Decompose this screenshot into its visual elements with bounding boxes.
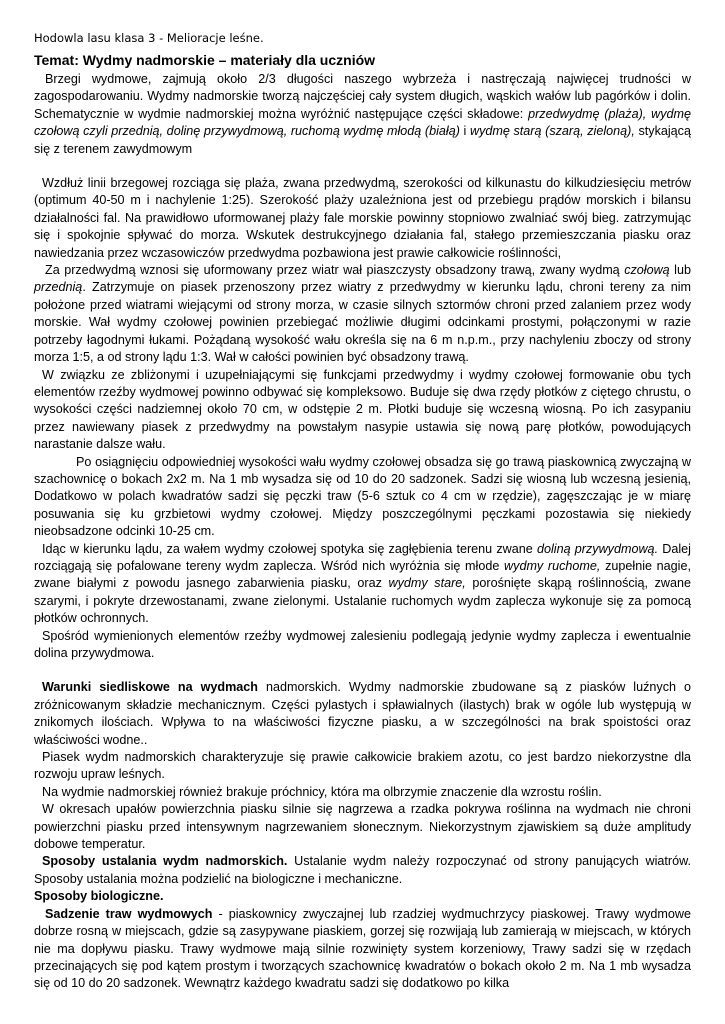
spacer <box>34 158 691 175</box>
paragraph-humus: Na wydmie nadmorskiej również brakuje próchnicy, która ma olbrzymie znaczenie dla wzrostu roślin. <box>42 784 602 799</box>
document-page <box>34 30 691 993</box>
paragraph-fences: W związku ze zbliżonymi i uzupełniającymi się funkcjami przedwydmy i wydmy czołowej formowanie obu tych elementów rzeźby wydmowej powinno odbywać się kompleksowo. Buduje się dwa rzędy płotków z ciętego chrustu, o wysokości części nadziemnej około 70 cm, w odstępie 2 m. Płotki buduje się wczesną wiosną. Po ich zasypaniu przez nawiewany piasek z przedwydmy na powstałym nasypie ustawia się nową parę płotków, powodujących narastanie dalsze wału. <box>34 367 691 452</box>
paragraph-afforestation: Spośród wymienionych elementów rzeźby wydmowej zalesieniu podlegają jedynie wydmy zaplecza i ewentualnie dolina przywydmowa. <box>34 628 691 660</box>
paragraph-grass-planting: Sadzenie traw wydmowych - piaskownicy zwyczajnej lub rzadziej wydmuchrzycy piaskowej. Trawy wydmowe dobrze rosną w miejscach, gdzie są zasypywane piaskiem, gorzej się rozwijają lub zamierają w miejscach, w których nie ma dopływu piasku. Trawy wydmowe mają silnie rozwinięty system korzeniowy, Trawy sadzi się w rzędach przecinających się pod kątem prostym i tworzących szachownicę kwadratów o bokach około 2 m. Na 1 mb wysadza się od 10 do 20 sadzonek. Wewnątrz każdego kwadratu sadzi się dodatkowo po kilka <box>34 906 691 991</box>
paragraph-front-dune: Za przedwydmą wznosi się uformowany przez wiatr wał piaszczysty obsadzony trawą, zwany wydmą czołową lub przednią. Zatrzymuje on piasek przenoszony przez wiatry z przedwydmy w kierunku lądu, chroni tereny za nim położone przed wiatrami wiejącymi od strony morza, w czasie silnych sztormów chroni przed zalaniem przez wody morskie. Wał wydmy czołowej powinien przebiegać możliwie długimi odcinkami prostymi, połączonymi w razie potrzeby łagodnymi łukami. Pożądaną wysokość wału określa się na 6 m n.p.m., przy nachyleniu zboczy od strony morza 1:5, a od strony lądu 1:3. Wał w całości powinien być obsadzony trawą. <box>34 263 691 365</box>
paragraph-nitrogen: Piasek wydm nadmorskich charakteryzuje się prawie całkowicie brakiem azotu, co jest bardzo niekorzystne dla rozwoju upraw leśnych. <box>34 750 691 782</box>
paragraph-site-conditions: Warunki siedliskowe na wydmach nadmorskich. Wydmy nadmorskie zbudowane są z piasków luźnych o zróżnicowanym składzie mechanicznym. Części pylastych i spławialnych (ilastych) brak w ogóle lub występują w znikomych ilościach. Wpływa to na właściwości fizyczne piasku, a w szczególności na brak spoistości oraz właściwości wodne.. <box>34 680 691 747</box>
section-heading-biological: Sposoby biologiczne. <box>34 889 164 904</box>
paragraph-back-dunes: Idąc w kierunku lądu, za wałem wydmy czołowej spotyka się zagłębienia terenu zwane doliną przywydmową. Dalej rozciągają się pofalowane tereny wydm zaplecza. Wśród nich wyróżnia się młode wydmy ruchome, zupełnie nagie, zwane białymi z powodu jasnego zabarwienia piasku, oraz wydmy stare, porośnięte skąpą roślinnością, zwane szarymi, i pokryte drzewostanami, zwane zielonymi. Ustalanie ruchomych wydm zaplecza wykonuje się za pomocą płotków ochronnych. <box>34 541 691 626</box>
page-title: Temat: Wydmy nadmorskie – materiały dla uczniów <box>34 52 376 68</box>
spacer <box>34 662 691 679</box>
paragraph-planting: Po osiągnięciu odpowiedniej wysokości wału wydmy czołowej obsadza się go trawą piaskownicą zwyczajną w szachownicę o bokach 2x2 m. Na 1 mb wysadza się od 10 do 20 sadzonek. Sadzi się wiosną lub wczesną jesienią, Dodatkowo w polach kwadratów sadzi się pęczki traw (5-6 sztuk co 4 cm w rzędzie), zagęszczając je w miarę posuwania się ku grzbietowi wydmy czołowej. Między poszczególnymi pęczkami pozostawia się niekiedy nieobsadzone odcinki 10-25 cm. <box>34 454 691 539</box>
paragraph-temperature: W okresach upałów powierzchnia piasku silnie się nagrzewa a rzadka pokrywa roślinna na wydmach nie chroni powierzchni piasku przed intensywnym nagrzewaniem słonecznym. Niekorzystnym zjawiskiem są duże amplitudy dobowe temperatur. <box>34 802 691 852</box>
course-line: Hodowla lasu klasa 3 - Melioracje leśne. <box>34 31 264 45</box>
paragraph-beach: Wzdłuż linii brzegowej rozciąga się plaża, zwana przedwydmą, szerokości od kilkunastu do kilkudziesięciu metrów (optimum 40-50 m i nachylenie 1:25). Szerokość plaży uzależniona jest od przebiegu prądów morskich i bilansu działalności fal. Na prawidłowo uformowanej plaży fale morskie powinny stopniowo zwalniać swój bieg. zatrzymując się i spokojnie spływać do morza. Wskutek destrukcyjnego działania fal, stałego przemieszczania piasku oraz nawiedzania przez wczasowiczów przedwydma pozbawiona jest prawie całkowicie roślinności, <box>34 176 691 260</box>
paragraph-intro: Brzegi wydmowe, zajmują około 2/3 długości naszego wybrzeża i nastręczają najwięcej trudności w zagospodarowaniu. Wydmy nadmorskie tworzą najczęściej cały system długich, wąskich wałów lub pagórków i dolin. Schematycznie w wydmie nadmorskiej można wyróżnić następujące części składowe: przedwydmę (plaża), wydmę czołową czyli przednią, dolinę przywydmową, ruchomą wydmę młodą (białą) i wydmę starą (szarą, zieloną), stykającą się z terenem zawydmowym <box>34 72 691 156</box>
paragraph-stabilization: Sposoby ustalania wydm nadmorskich. Ustalanie wydm należy rozpoczynać od strony panujących wiatrów. Sposoby ustalania można podzielić na biologiczne i mechaniczne. <box>34 854 691 886</box>
